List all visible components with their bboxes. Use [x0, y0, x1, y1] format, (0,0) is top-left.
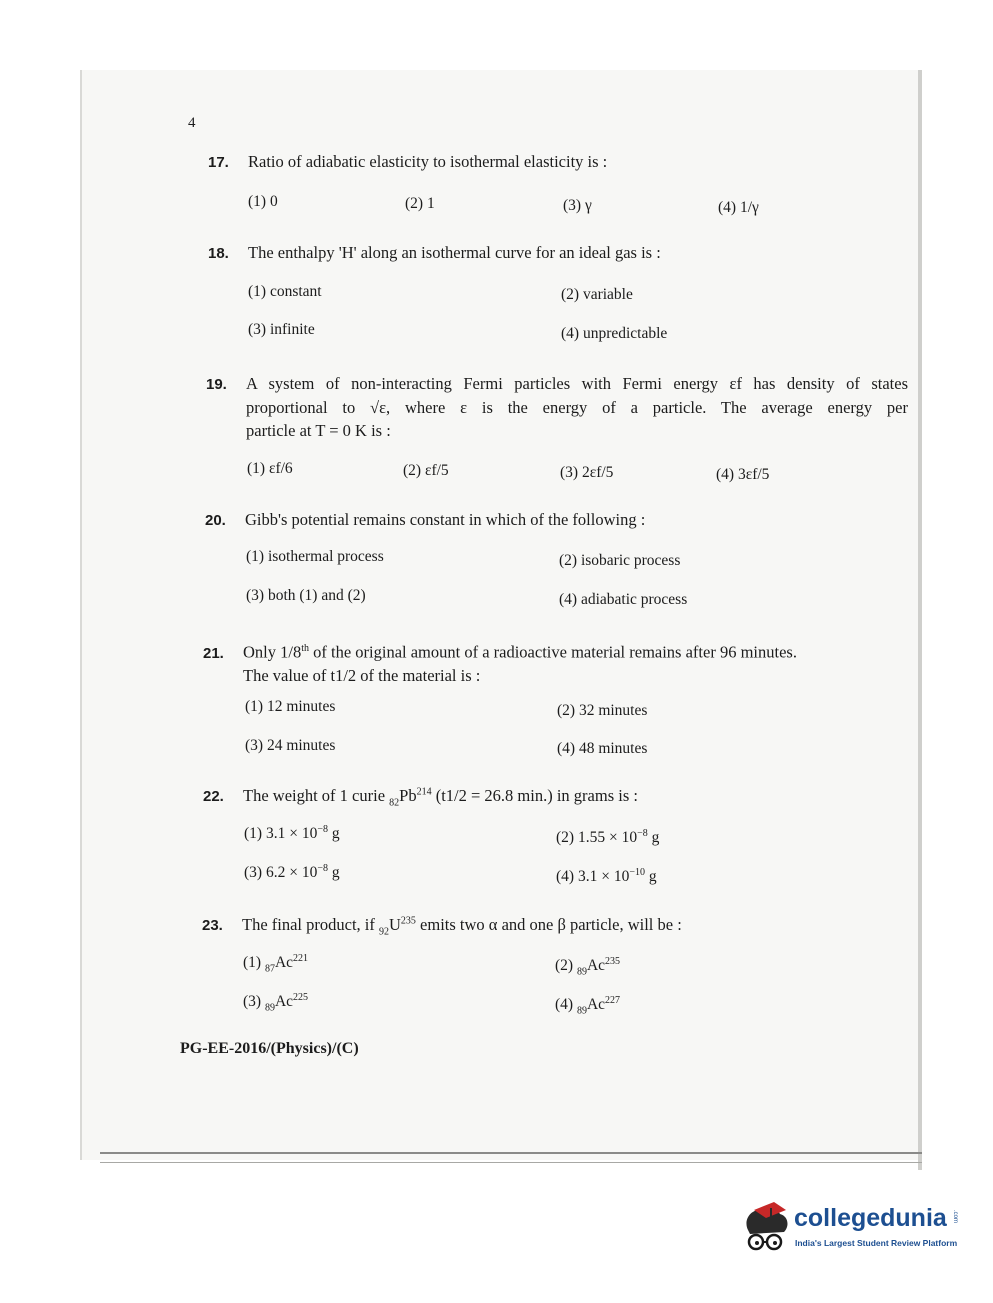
logo-com: .com [952, 1210, 958, 1224]
option-17-4: (4) 1/γ [718, 199, 759, 216]
option-18-3: (3) infinite [248, 321, 315, 338]
option-22-2: (2) $1.55 \times 10^{-8}$ g [556, 828, 660, 847]
question-text-c: emits two α and one β particle, will be : [415, 915, 682, 934]
option-21-2: (2) 32 minutes [557, 702, 648, 719]
option-20-4: (4) adiabatic process [559, 591, 688, 608]
atomic-number: 82 [389, 797, 400, 809]
option-17-2: (2) 1 [405, 195, 435, 212]
question-number: 22. [203, 788, 224, 805]
option-22-4: (4) $3.1 \times 10^{-10}$ g [556, 867, 657, 886]
option-21-3: (3) 24 minutes [245, 737, 336, 754]
option-22-1: (1) $3.1 \times 10^{-8}$ g [244, 824, 340, 843]
question-text-a: The weight of 1 curie [243, 786, 390, 805]
question-18 [208, 243, 661, 263]
option-19-1: (1) εf/6 [247, 460, 293, 477]
question-text-b: of the original amount of a radioactive material remains after 96 minutes. [309, 642, 797, 662]
question-text: Gibb's potential remains constant in which of the following : [245, 510, 646, 529]
option-20-2: (2) isobaric process [559, 552, 681, 569]
option-19-4: (4) 3εf/5 [716, 466, 770, 483]
logo-tagline: India's Largest Student Review Platform [795, 1238, 958, 1248]
question-number: 18. [208, 245, 229, 262]
option-23-1: (1) $_{87}Ac^{221}$ [243, 953, 309, 975]
question-22 [203, 786, 638, 808]
question-text: The enthalpy 'H' along an isothermal curve for an ideal gas is : [248, 243, 661, 262]
page-bottom-edge [100, 1152, 922, 1154]
question-text-c: (t1/2 = 26.8 min.) in grams is : [431, 786, 638, 805]
option-21-1: (1) 12 minutes [245, 698, 336, 715]
option-20-1: (1) isothermal process [246, 548, 384, 565]
question-21 [203, 638, 797, 687]
question-text-line-2: The value of t1/2 of the material is : [243, 665, 481, 685]
page-left-edge [80, 70, 82, 1160]
option-18-1: (1) constant [248, 283, 322, 300]
option-17-3: (3) γ [563, 197, 592, 214]
paper-code-footer: PG-EE-2016/(Physics)/(C) [180, 1040, 359, 1057]
option-22-3: (3) $6.2 \times 10^{-8}$ g [244, 863, 340, 882]
question-text: Ratio of adiabatic elasticity to isothermal elasticity is : [248, 152, 608, 171]
option-18-2: (2) variable [561, 286, 633, 303]
question-19 [206, 372, 908, 442]
page-right-edge [918, 70, 922, 1170]
mass-number: 235 [400, 915, 416, 927]
question-number: 23. [202, 917, 223, 934]
atomic-number: 92 [379, 926, 389, 938]
option-23-4: (4) $_{89}Ac^{227}$ [555, 995, 621, 1017]
question-number: 20. [205, 512, 226, 529]
question-text-a: The final product, if [242, 915, 379, 934]
question-text-line-3: particle at T = 0 K is : [246, 421, 391, 440]
question-number: 21. [203, 644, 224, 662]
element-symbol: Pb [399, 786, 417, 805]
question-17 [208, 152, 607, 172]
logo-wordmark: collegedunia [794, 1204, 947, 1232]
option-18-4: (4) unpredictable [561, 325, 668, 342]
page-bottom-edge-shadow [100, 1162, 922, 1163]
option-20-3: (3) both (1) and (2) [246, 587, 366, 604]
mass-number: 214 [416, 786, 432, 798]
question-text-line-2: proportional to √ε, where ε is the energy of a particle. The average energy per [246, 398, 908, 417]
question-20 [205, 510, 645, 530]
question-23 [202, 915, 682, 937]
element-symbol: U [389, 915, 401, 934]
superscript: th [301, 643, 309, 654]
question-text-line-1: A system of non-interacting Fermi particles with Fermi energy εf has density of states [246, 374, 908, 393]
option-23-3: (3) $_{89}Ac^{225}$ [243, 992, 309, 1014]
question-number: 17. [208, 154, 229, 171]
option-19-2: (2) εf/5 [403, 462, 449, 479]
option-19-3: (3) 2εf/5 [560, 464, 614, 481]
option-17-1: (1) 0 [248, 193, 278, 210]
collegedunia-logo[interactable] [740, 1200, 970, 1260]
option-23-2: (2) $_{89}Ac^{235}$ [555, 956, 621, 978]
mascot-icon [740, 1200, 792, 1256]
question-text-a: Only 1/8 [243, 642, 302, 662]
scanned-page [80, 70, 922, 1160]
page-number: 4 [188, 115, 196, 131]
question-number: 19. [206, 376, 227, 393]
option-21-4: (4) 48 minutes [557, 740, 648, 757]
